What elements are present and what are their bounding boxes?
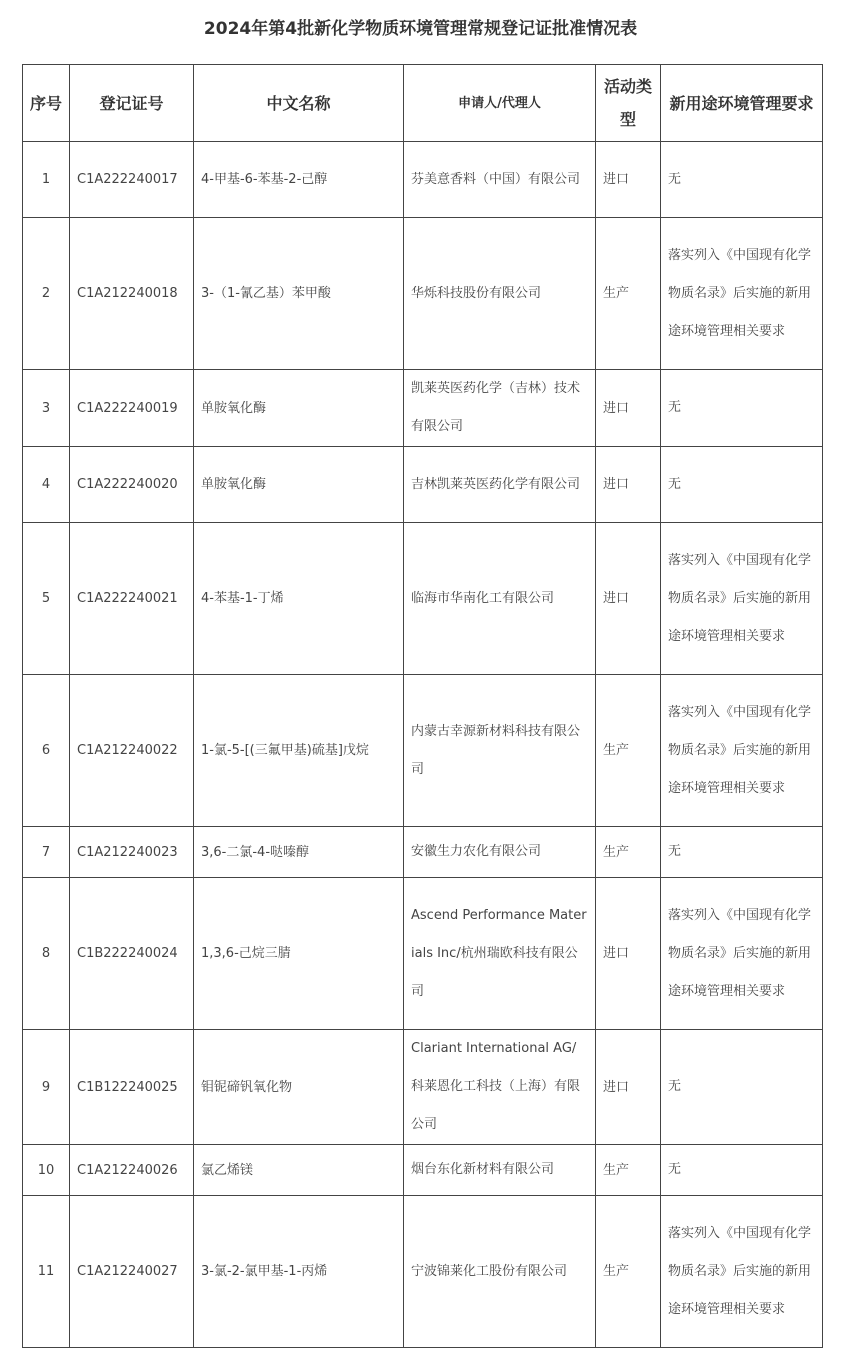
cell-chinese-name: 氯乙烯镁: [194, 1145, 404, 1196]
cell-reg-number: C1A212240023: [70, 827, 194, 878]
cell-applicant: Clariant International AG/科莱恩化工科技（上海）有限公司: [404, 1030, 596, 1145]
header-chinese-name: 中文名称: [194, 65, 404, 142]
table-row: [23, 523, 823, 675]
cell-reg-number: C1A212240026: [70, 1145, 194, 1196]
cell-no: 3: [23, 370, 70, 447]
cell-reg-number: C1A222240021: [70, 523, 194, 675]
cell-requirement: 无: [661, 447, 823, 523]
cell-chinese-name: 4-甲基-6-苯基-2-己醇: [194, 142, 404, 218]
cell-reg-number: C1A222240019: [70, 370, 194, 447]
cell-requirement: 落实列入《中国现有化学物质名录》后实施的新用途环境管理相关要求: [661, 1196, 823, 1348]
cell-activity: 生产: [596, 218, 661, 370]
cell-reg-number: C1A212240022: [70, 675, 194, 827]
header-activity: 活动类型: [596, 65, 661, 142]
cell-requirement: 落实列入《中国现有化学物质名录》后实施的新用途环境管理相关要求: [661, 523, 823, 675]
header-requirement: 新用途环境管理要求: [661, 65, 823, 142]
cell-applicant: 内蒙古幸源新材料科技有限公司: [404, 675, 596, 827]
cell-activity: 进口: [596, 878, 661, 1030]
cell-applicant: 吉林凯莱英医药化学有限公司: [404, 447, 596, 523]
header-row: [23, 65, 823, 142]
cell-reg-number: C1A212240018: [70, 218, 194, 370]
cell-requirement: 落实列入《中国现有化学物质名录》后实施的新用途环境管理相关要求: [661, 218, 823, 370]
table-row: [23, 1145, 823, 1196]
table-row: [23, 1196, 823, 1348]
cell-applicant: Ascend Performance Materials Inc/杭州瑞欧科技有限公司: [404, 878, 596, 1030]
cell-no: 7: [23, 827, 70, 878]
cell-activity: 生产: [596, 827, 661, 878]
cell-applicant: 临海市华南化工有限公司: [404, 523, 596, 675]
cell-activity: 生产: [596, 1196, 661, 1348]
cell-reg-number: C1B122240025: [70, 1030, 194, 1145]
cell-requirement: 落实列入《中国现有化学物质名录》后实施的新用途环境管理相关要求: [661, 878, 823, 1030]
cell-applicant: 芬美意香料（中国）有限公司: [404, 142, 596, 218]
cell-requirement: 无: [661, 1030, 823, 1145]
cell-activity: 生产: [596, 675, 661, 827]
cell-reg-number: C1B222240024: [70, 878, 194, 1030]
cell-chinese-name: 4-苯基-1-丁烯: [194, 523, 404, 675]
table-row: [23, 675, 823, 827]
table-row: [23, 218, 823, 370]
cell-chinese-name: 单胺氧化酶: [194, 447, 404, 523]
cell-no: 8: [23, 878, 70, 1030]
header-applicant: 申请人/代理人: [404, 65, 596, 142]
table-header: [23, 65, 823, 142]
cell-applicant: 宁波锦莱化工股份有限公司: [404, 1196, 596, 1348]
cell-applicant: 华烁科技股份有限公司: [404, 218, 596, 370]
cell-activity: 进口: [596, 1030, 661, 1145]
cell-requirement: 无: [661, 370, 823, 447]
table-row: [23, 1030, 823, 1145]
cell-reg-number: C1A212240027: [70, 1196, 194, 1348]
cell-no: 6: [23, 675, 70, 827]
cell-no: 4: [23, 447, 70, 523]
cell-activity: 进口: [596, 142, 661, 218]
cell-chinese-name: 钼铌碲钒氧化物: [194, 1030, 404, 1145]
table-row: [23, 370, 823, 447]
cell-activity: 进口: [596, 523, 661, 675]
cell-reg-number: C1A222240020: [70, 447, 194, 523]
cell-applicant: 安徽生力农化有限公司: [404, 827, 596, 878]
cell-no: 10: [23, 1145, 70, 1196]
page-title: 2024年第4批新化学物质环境管理常规登记证批准情况表: [203, 19, 638, 39]
cell-applicant: 烟台东化新材料有限公司: [404, 1145, 596, 1196]
table-row: [23, 827, 823, 878]
cell-requirement: 无: [661, 1145, 823, 1196]
cell-activity: 进口: [596, 370, 661, 447]
cell-chinese-name: 3-氯-2-氯甲基-1-丙烯: [194, 1196, 404, 1348]
cell-chinese-name: 1-氯-5-[(三氟甲基)硫基]戊烷: [194, 675, 404, 827]
cell-chinese-name: 3-（1-氰乙基）苯甲酸: [194, 218, 404, 370]
registration-table: [22, 64, 823, 1348]
header-reg-number: 登记证号: [70, 65, 194, 142]
cell-no: 9: [23, 1030, 70, 1145]
cell-no: 2: [23, 218, 70, 370]
table-row: [23, 878, 823, 1030]
cell-activity: 生产: [596, 1145, 661, 1196]
cell-requirement: 无: [661, 827, 823, 878]
cell-activity: 进口: [596, 447, 661, 523]
cell-chinese-name: 1,3,6-己烷三腈: [194, 878, 404, 1030]
header-no: 序号: [23, 65, 70, 142]
cell-reg-number: C1A222240017: [70, 142, 194, 218]
cell-no: 1: [23, 142, 70, 218]
cell-requirement: 落实列入《中国现有化学物质名录》后实施的新用途环境管理相关要求: [661, 675, 823, 827]
cell-chinese-name: 3,6-二氯-4-哒嗪醇: [194, 827, 404, 878]
cell-requirement: 无: [661, 142, 823, 218]
table-body: [23, 142, 823, 1348]
cell-no: 5: [23, 523, 70, 675]
table-row: [23, 447, 823, 523]
cell-chinese-name: 单胺氧化酶: [194, 370, 404, 447]
cell-applicant: 凯莱英医药化学（吉林）技术有限公司: [404, 370, 596, 447]
table-row: [23, 142, 823, 218]
cell-no: 11: [23, 1196, 70, 1348]
